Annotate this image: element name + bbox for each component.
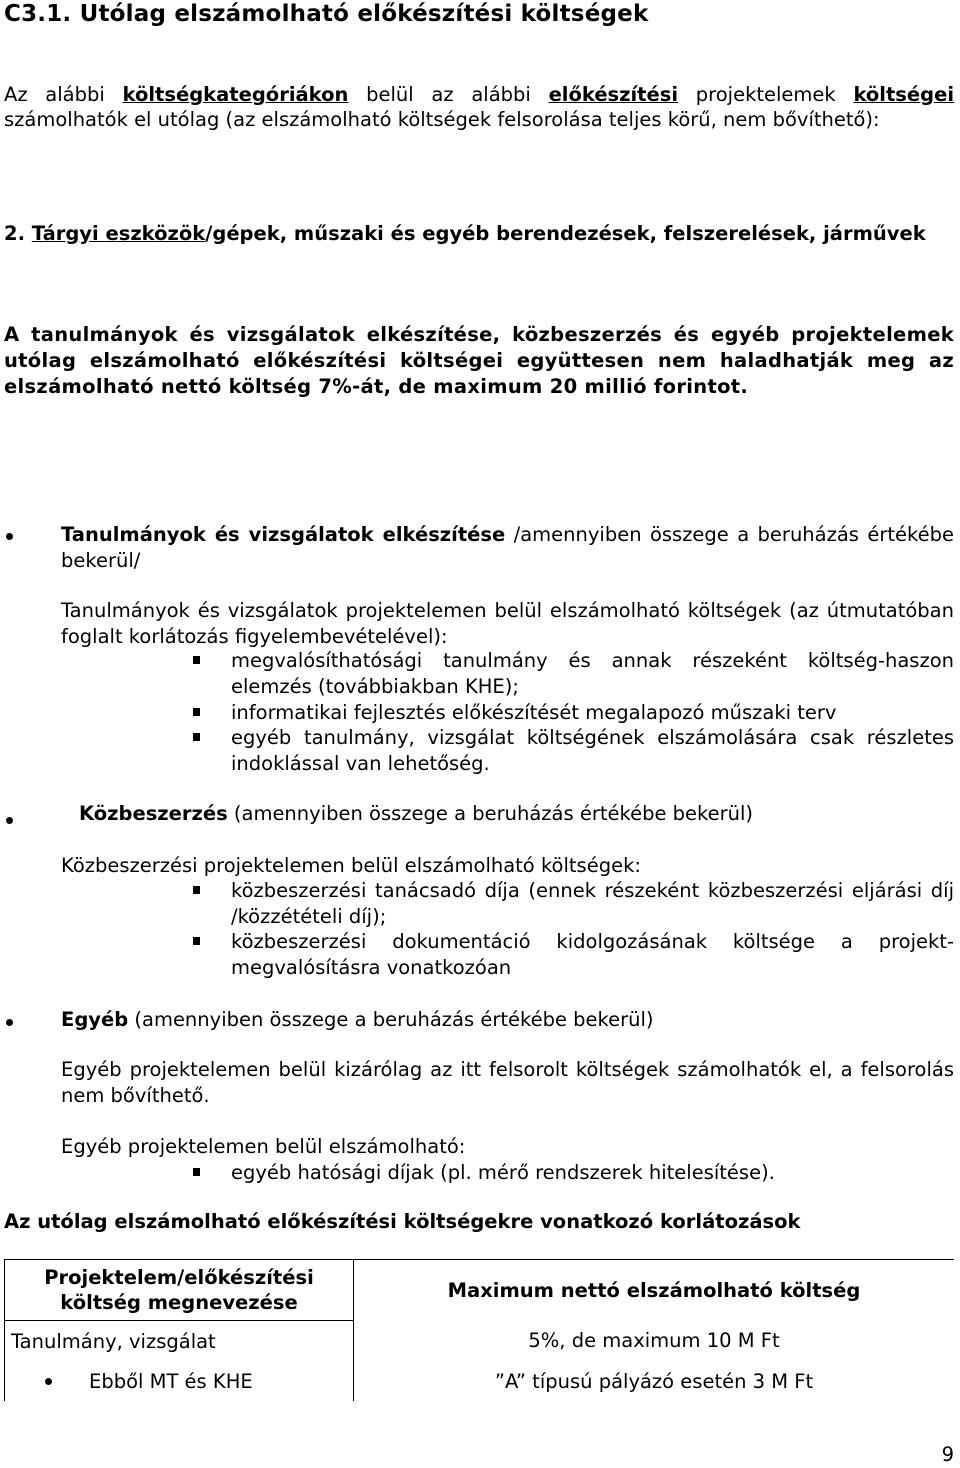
table-header-name: Projektelem/előkészítési költség megnevezése xyxy=(5,1260,354,1321)
intro-text-4: számolhatók el utólag (az elszámolható költségek felsorolása teljes körű, nem bővíthető): xyxy=(4,108,880,131)
list-marker xyxy=(193,656,200,664)
intro-text-1: Az alábbi xyxy=(4,83,123,106)
procurement-item-2: közbeszerzési dokumentáció kidolgozásának költsége a projekt-megvalósításra vonatkozóan xyxy=(231,930,954,979)
intro-text-2: belül az alábbi xyxy=(348,83,549,106)
studies-note: /amennyiben összege a beruházás értékébe bekerül/ xyxy=(61,523,954,572)
category-number: 2. xyxy=(4,222,25,245)
table-row xyxy=(5,1361,955,1401)
page-heading: C3.1. Utólag elszámolható előkészítési költségek xyxy=(4,1,649,27)
studies-title: Tanulmányok és vizsgálatok elkészítése xyxy=(61,523,506,546)
procurement-heading xyxy=(79,801,954,827)
list-marker xyxy=(193,937,200,945)
intro-emphasis-1: költségkategóriákon xyxy=(122,83,349,106)
procurement-title: Közbeszerzés xyxy=(79,802,228,825)
bullet-sub xyxy=(45,1378,52,1385)
other-intro: Egyéb projektelemen belül elszámolható: xyxy=(61,1135,466,1158)
restrictions-heading: Az utólag elszámolható előkészítési költségekre vonatkozó korlátozások xyxy=(4,1210,801,1233)
category-title xyxy=(4,212,954,256)
table-cell-value: 5%, de maximum 10 M Ft xyxy=(528,1329,780,1353)
category-title-rest: /gépek, műszaki és egyéb berendezések, felszerelések, járművek xyxy=(205,222,926,245)
studies-item-2: informatikai fejlesztés előkészítését megalapozó műszaki terv xyxy=(231,701,837,724)
table-cell-name-text: Ebből MT és KHE xyxy=(89,1369,253,1393)
procurement-item-1: közbeszerzési tanácsadó díja (ennek részeként közbeszerzési eljárási díj /közzétételi díj); xyxy=(231,879,954,928)
bullet-other xyxy=(6,1019,13,1026)
restrictions-table xyxy=(4,1259,954,1401)
table-header-max: Maximum nettó elszámolható költség xyxy=(354,1260,955,1321)
studies-item-3: egyéb tanulmány, vizsgálat költségének elszámolására csak részletes indoklással van lehetőség. xyxy=(231,726,954,775)
category-title-underlined: Tárgyi eszközök xyxy=(31,222,206,245)
other-heading xyxy=(61,1007,954,1033)
table-row xyxy=(5,1321,955,1362)
bullet-procurement xyxy=(6,817,13,824)
table-cell-name xyxy=(5,1361,354,1401)
studies-heading xyxy=(61,522,954,574)
list-marker xyxy=(193,733,200,741)
studies-item-1: megvalósíthatósági tanulmány és annak részeként költség-haszon elemzés (továbbiakban KHE); xyxy=(231,649,954,698)
list-marker xyxy=(193,1168,200,1176)
table-cell-value: ”A” típusú pályázó esetén 3 M Ft xyxy=(494,1369,814,1393)
table-header-row xyxy=(5,1260,955,1321)
intro-paragraph xyxy=(4,82,954,132)
other-item-1: egyéb hatósági díjak (pl. mérő rendszerek hitelesítése). xyxy=(231,1161,775,1184)
procurement-note: (amennyiben összege a beruházás értékébe bekerül) xyxy=(227,802,754,825)
list-marker xyxy=(193,886,200,894)
intro-emphasis-2: előkészítési xyxy=(548,83,679,106)
intro-text-3: projektelemek xyxy=(678,83,854,106)
limit-paragraph: A tanulmányok és vizsgálatok elkészítése, közbeszerzés és egyéb projektelemek utólag elszámolható előkészítési költségei együttesen nem haladhatják meg az elszámolható nettó költség 7%-át, de maximum 20 millió forintot. xyxy=(4,323,954,398)
list-marker xyxy=(193,708,200,716)
bullet-studies xyxy=(6,533,13,540)
other-note: (amennyiben összege a beruházás értékébe bekerül) xyxy=(128,1008,654,1031)
studies-intro: Tanulmányok és vizsgálatok projektelemen belül elszámolható költségek (az útmutatóban foglalt korlátozás figyelembevételével): xyxy=(61,599,954,648)
other-title: Egyéb xyxy=(61,1008,129,1031)
table-cell-name: Tanulmány, vizsgálat xyxy=(5,1321,354,1362)
intro-emphasis-3: költségei xyxy=(853,83,954,106)
page-number: 9 xyxy=(941,1443,954,1466)
procurement-intro: Közbeszerzési projektelemen belül elszámolható költségek: xyxy=(61,854,641,877)
other-text: Egyéb projektelemen belül kizárólag az itt felsorolt költségek számolhatók el, a felsorolás nem bővíthető. xyxy=(61,1058,954,1107)
